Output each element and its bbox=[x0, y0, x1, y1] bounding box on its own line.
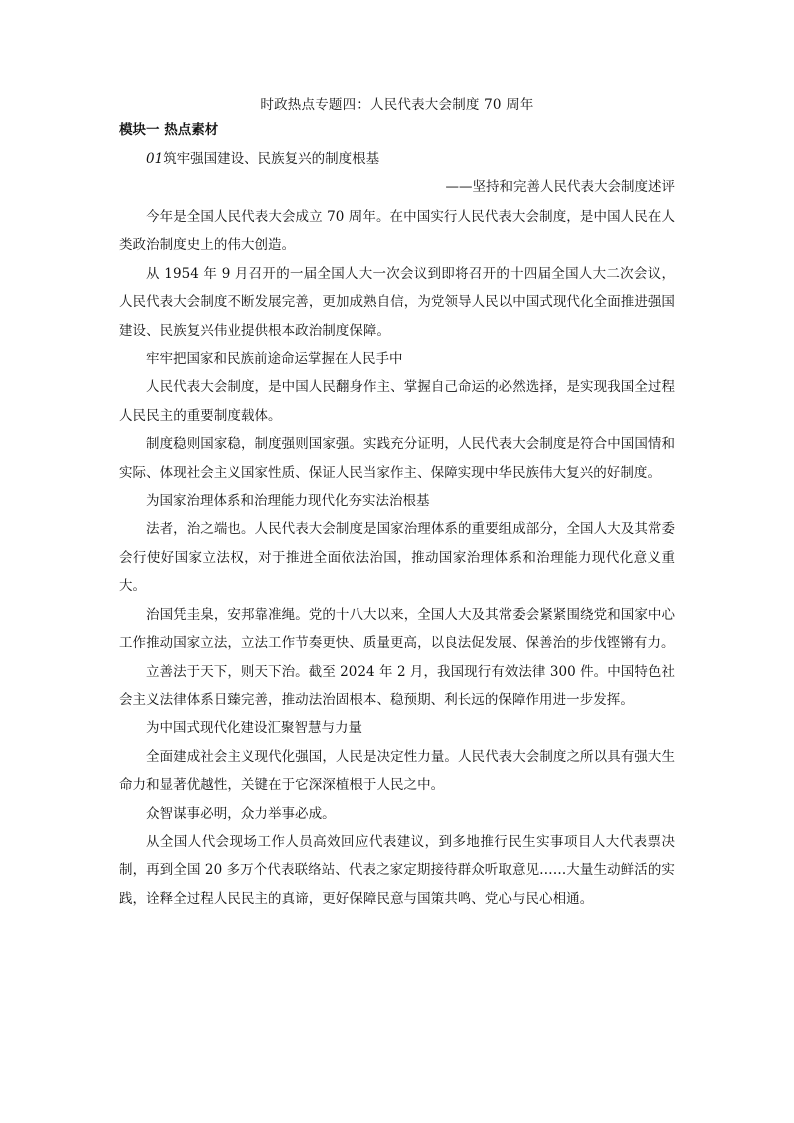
paragraph: 法者，治之端也。人民代表大会制度是国家治理体系的重要组成部分，全国人大及其常委会行使好国家立法权，对于推进全面依法治国，推动国家治理体系和治理能力现代化意义重大。 bbox=[119, 521, 675, 595]
paragraph: 众智谋事必明，众力举事必成。 bbox=[146, 805, 336, 822]
paragraph: 人民代表大会制度，是中国人民翻身作主、掌握自己命运的必然选择，是实现我国全过程人民民主的重要制度载体。 bbox=[119, 379, 675, 424]
article-number: 01 bbox=[146, 151, 164, 167]
paragraph: 全面建成社会主义现代化强国，人民是决定性力量。人民代表大会制度之所以具有强大生命力和显著优越性，关键在于它深深植根于人民之中。 bbox=[119, 748, 675, 794]
section-heading: 为国家治理体系和治理能力现代化夯实法治根基 bbox=[146, 493, 430, 510]
document-title: 时政热点专题四：人民代表大会制度 70 周年 bbox=[260, 97, 534, 113]
paragraph: 今年是全国人民代表大会成立 70 周年。在中国实行人民代表大会制度，是中国人民在人类政治制度史上的伟大创造。 bbox=[119, 209, 675, 254]
paragraph: 立善法于天下，则天下治。截至 2024 年 2 月，我国现行有效法律 300 件。中国特色社会主义法律体系日臻完善，推动法治固根本、稳预期、利长远的保障作用进一步发挥。 bbox=[119, 663, 675, 708]
paragraph: 从 1954 年 9 月召开的一届全国人大一次会议到即将召开的十四届全国人大二次会议，人民代表大会制度不断发展完善，更加成熟自信，为党领导人民以中国式现代化全面推进强国建设、民族复兴伟业提供根本政治制度保障。 bbox=[119, 265, 675, 339]
article-headline-text: 筑牢强国建设、民族复兴的制度根基 bbox=[163, 151, 380, 167]
paragraph: 制度稳则国家稳，制度强则国家强。实践充分证明，人民代表大会制度是符合中国国情和实际、体现社会主义国家性质、保证人民当家作主、保障实现中华民族伟大复兴的好制度。 bbox=[119, 436, 675, 481]
paragraph: 从全国人代会现场工作人员高效回应代表建议，到多地推行民生实事项目人大代表票决制，再到全国 20 多万个代表联络站、代表之家定期接待群众听取意见……大量生动鲜活的实践，诠释全过程人民民主的真谛，更好保障民意与国策共鸣、党心与民心相通。 bbox=[119, 833, 675, 907]
module-label: 模块一 热点素材 bbox=[119, 122, 219, 138]
document-body bbox=[119, 93, 675, 913]
section-heading: 为中国式现代化建设汇聚智慧与力量 bbox=[146, 720, 362, 737]
article-headline bbox=[119, 147, 675, 172]
section-heading: 牢牢把国家和民族前途命运掌握在人民手中 bbox=[146, 351, 403, 368]
article-byline: ——坚持和完善人民代表大会制度述评 bbox=[445, 179, 675, 195]
paragraph: 治国凭圭臬，安邦靠准绳。党的十八大以来，全国人大及其常委会紧紧围绕党和国家中心工作推动国家立法，立法工作节奏更快、质量更高，以良法促发展、保善治的步伐铿锵有力。 bbox=[119, 606, 675, 652]
